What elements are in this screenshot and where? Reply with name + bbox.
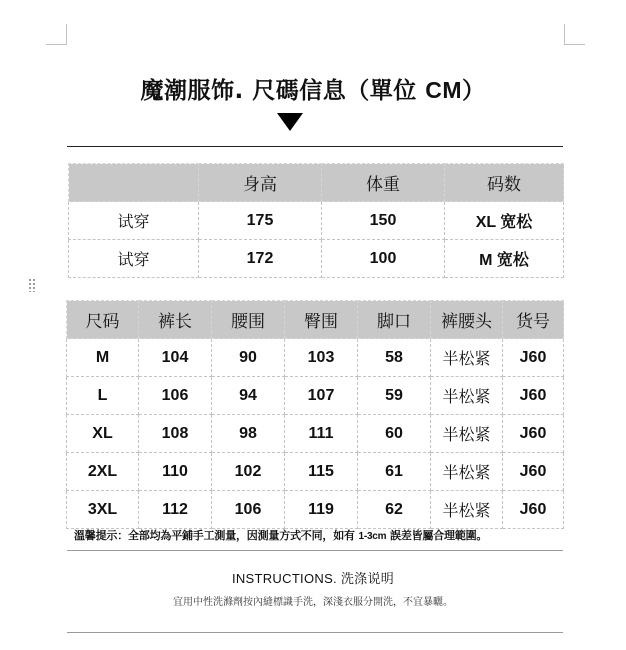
table-cell: XL 宽松 [445,202,564,240]
table-cell: J60 [503,377,564,415]
table-cell: 150 [322,202,445,240]
table-cell: 59 [358,377,431,415]
instructions-heading: INSTRUCTIONS. 洗涤说明 [231,571,395,586]
table-cell: 175 [199,202,322,240]
title-divider [67,146,563,147]
header-cell: 裤长 [139,301,212,339]
try-on-table [68,163,564,278]
table-cell: 100 [322,240,445,278]
table-cell: 2XL [67,453,139,491]
table-cell: 172 [199,240,322,278]
title-main: 魔潮服饰. 尺碼信息（單位 [140,78,417,104]
table-cell: 半松紧 [431,491,503,529]
table-cell: J60 [503,491,564,529]
page-corner-mark-top-left [46,24,67,45]
table-cell: 98 [212,415,285,453]
table-cell: 111 [285,415,358,453]
table-row [69,240,564,278]
table-cell: 115 [285,453,358,491]
size-chart-table [66,300,564,529]
table-cell: 110 [139,453,212,491]
table-cell: 半松紧 [431,377,503,415]
table-cell: 试穿 [69,240,199,278]
table-cell: J60 [503,339,564,377]
table-cell: 3XL [67,491,139,529]
title-close: ） [462,78,486,104]
down-arrow-icon [277,113,303,131]
header-cell: 脚口 [358,301,431,339]
header-cell: 身高 [199,164,322,202]
header-cell: 臀围 [285,301,358,339]
table-cell: 58 [358,339,431,377]
page-title [0,72,626,105]
table-header-row [67,301,564,339]
note-prefix: 溫馨提示：全部均為平鋪手工測量，因測量方式不同，如有 [74,529,355,542]
table-cell: 61 [358,453,431,491]
table-cell: 108 [139,415,212,453]
table-cell: 半松紧 [431,453,503,491]
instructions-text: 宜用中性洗滌劑按內縫標識手洗，深淺衣服分開洗，不宜暴曬。 [173,597,453,608]
table-cell: 119 [285,491,358,529]
note-suffix: 誤差皆屬合理範圍。 [390,529,488,542]
table-cell: 107 [285,377,358,415]
table-cell: 94 [212,377,285,415]
instructions-bottom-divider [67,632,563,633]
table-move-handle-icon[interactable] [28,278,36,292]
header-cell: 腰围 [212,301,285,339]
page-corner-mark-top-right [564,24,585,45]
table-cell: 106 [212,491,285,529]
header-cell: 尺码 [67,301,139,339]
header-cell [69,164,199,202]
table-row [69,202,564,240]
table-cell: 112 [139,491,212,529]
note-range: 1-3cm [358,531,387,542]
table-cell: L [67,377,139,415]
table-cell: 90 [212,339,285,377]
table-cell: 102 [212,453,285,491]
title-unit: CM [425,77,463,103]
instructions-top-divider [67,550,563,551]
table-cell: 104 [139,339,212,377]
table-row [67,415,564,453]
header-cell: 码数 [445,164,564,202]
table-cell: 106 [139,377,212,415]
table-cell: 103 [285,339,358,377]
table-cell: J60 [503,453,564,491]
header-cell: 体重 [322,164,445,202]
table-cell: XL [67,415,139,453]
table-cell: 半松紧 [431,415,503,453]
measurement-note [74,527,487,543]
table-cell: 62 [358,491,431,529]
header-cell: 裤腰头 [431,301,503,339]
table-header-row [69,164,564,202]
header-cell: 货号 [503,301,564,339]
table-cell: 试穿 [69,202,199,240]
table-cell: M 宽松 [445,240,564,278]
table-cell: J60 [503,415,564,453]
table-cell: M [67,339,139,377]
table-row [67,453,564,491]
table-row [67,377,564,415]
table-cell: 60 [358,415,431,453]
table-cell: 半松紧 [431,339,503,377]
table-row [67,491,564,529]
table-row [67,339,564,377]
